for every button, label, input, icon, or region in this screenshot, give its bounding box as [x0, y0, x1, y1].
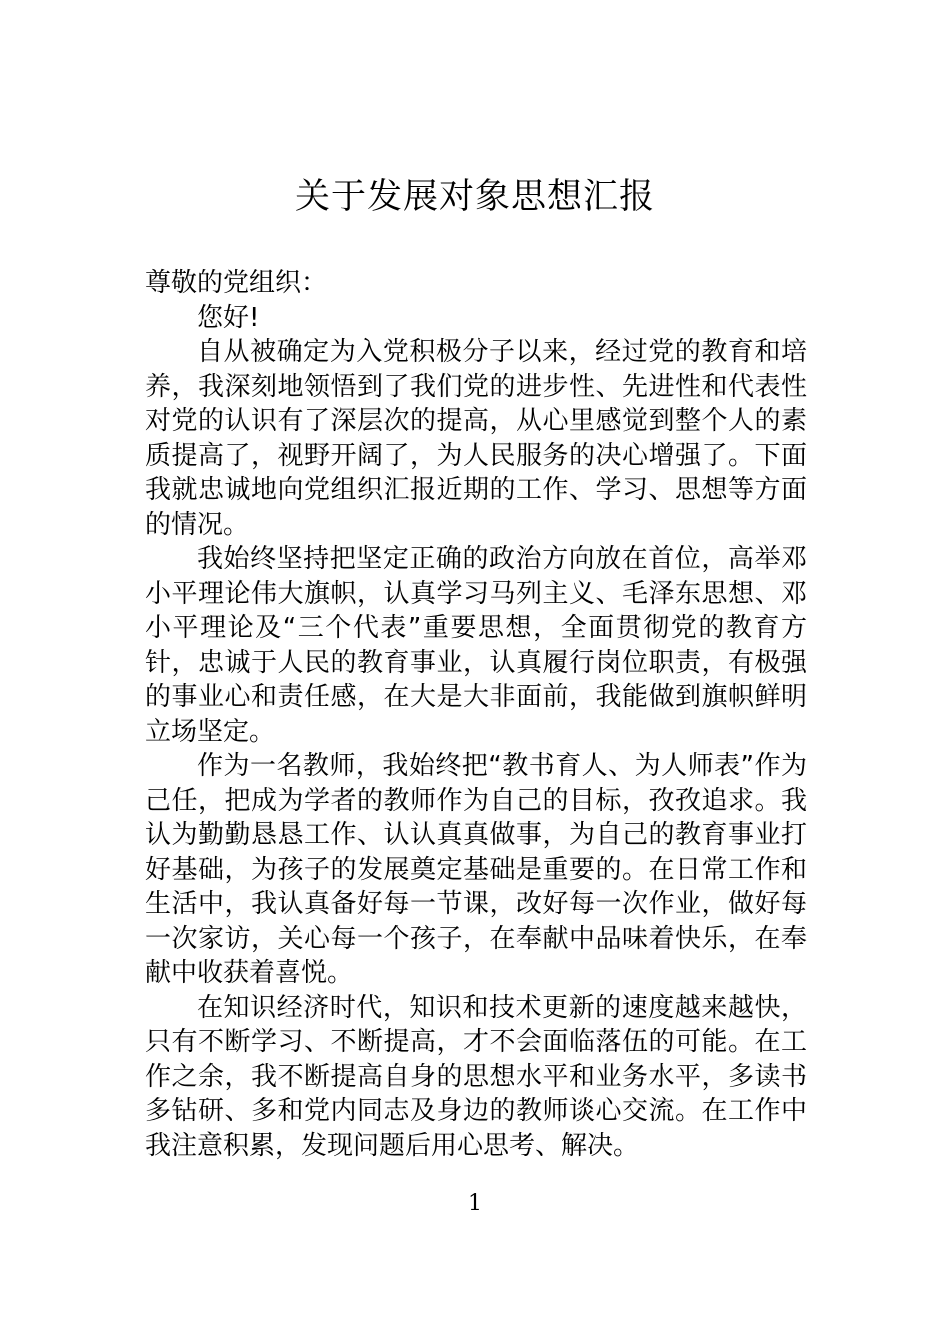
- page-number: 1: [468, 1191, 482, 1216]
- body-paragraph: 自从被确定为入党积极分子以来，经过党的教育和培养，我深刻地领悟到了我们党的进步性、先进性和代表性对党的认识有了深层次的提高，从心里感觉到整个人的素质提高了，视野开阔了，为人民服务的决心增强了。下面我就忠诚地向党组织汇报近期的工作、学习、思想等方面的情况。: [145, 337, 807, 540]
- salutation: 尊敬的党组织：: [145, 268, 328, 298]
- greeting: 您好!: [197, 302, 260, 333]
- body-paragraph: 在知识经济时代，知识和技术更新的速度越来越快，只有不断学习、不断提高，才不会面临落伍的可能。在工作之余，我不断提高自身的思想水平和业务水平，多读书多钻研、多和党内同志及身边的教师谈心交流。在工作中我注意积累，发现问题后用心思考、解决。: [145, 992, 807, 1161]
- document-body: [145, 266, 807, 1163]
- body-paragraph: 作为一名教师，我始终把“教书育人、为人师表”作为己任，把成为学者的教师作为自己的目标，孜孜追求。我认为勤勤恳恳工作、认认真真做事，为自己的教育事业打好基础，为孩子的发展奠定基础是重要的。在日常工作和生活中，我认真备好每一节课，改好每一次作业，做好每一次家访，关心每一个孩子，在奉献中品味着快乐，在奉献中收获着喜悦。: [145, 751, 807, 988]
- body-paragraph: 我始终坚持把坚定正确的政治方向放在首位，高举邓小平理论伟大旗帜，认真学习马列主义、毛泽东思想、邓小平理论及“三个代表”重要思想，全面贯彻党的教育方针，忠诚于人民的教育事业，认真履行岗位职责，有极强的事业心和责任感，在大是大非面前，我能做到旗帜鲜明立场坚定。: [145, 544, 807, 747]
- document-title: 关于发展对象思想汇报: [294, 177, 655, 217]
